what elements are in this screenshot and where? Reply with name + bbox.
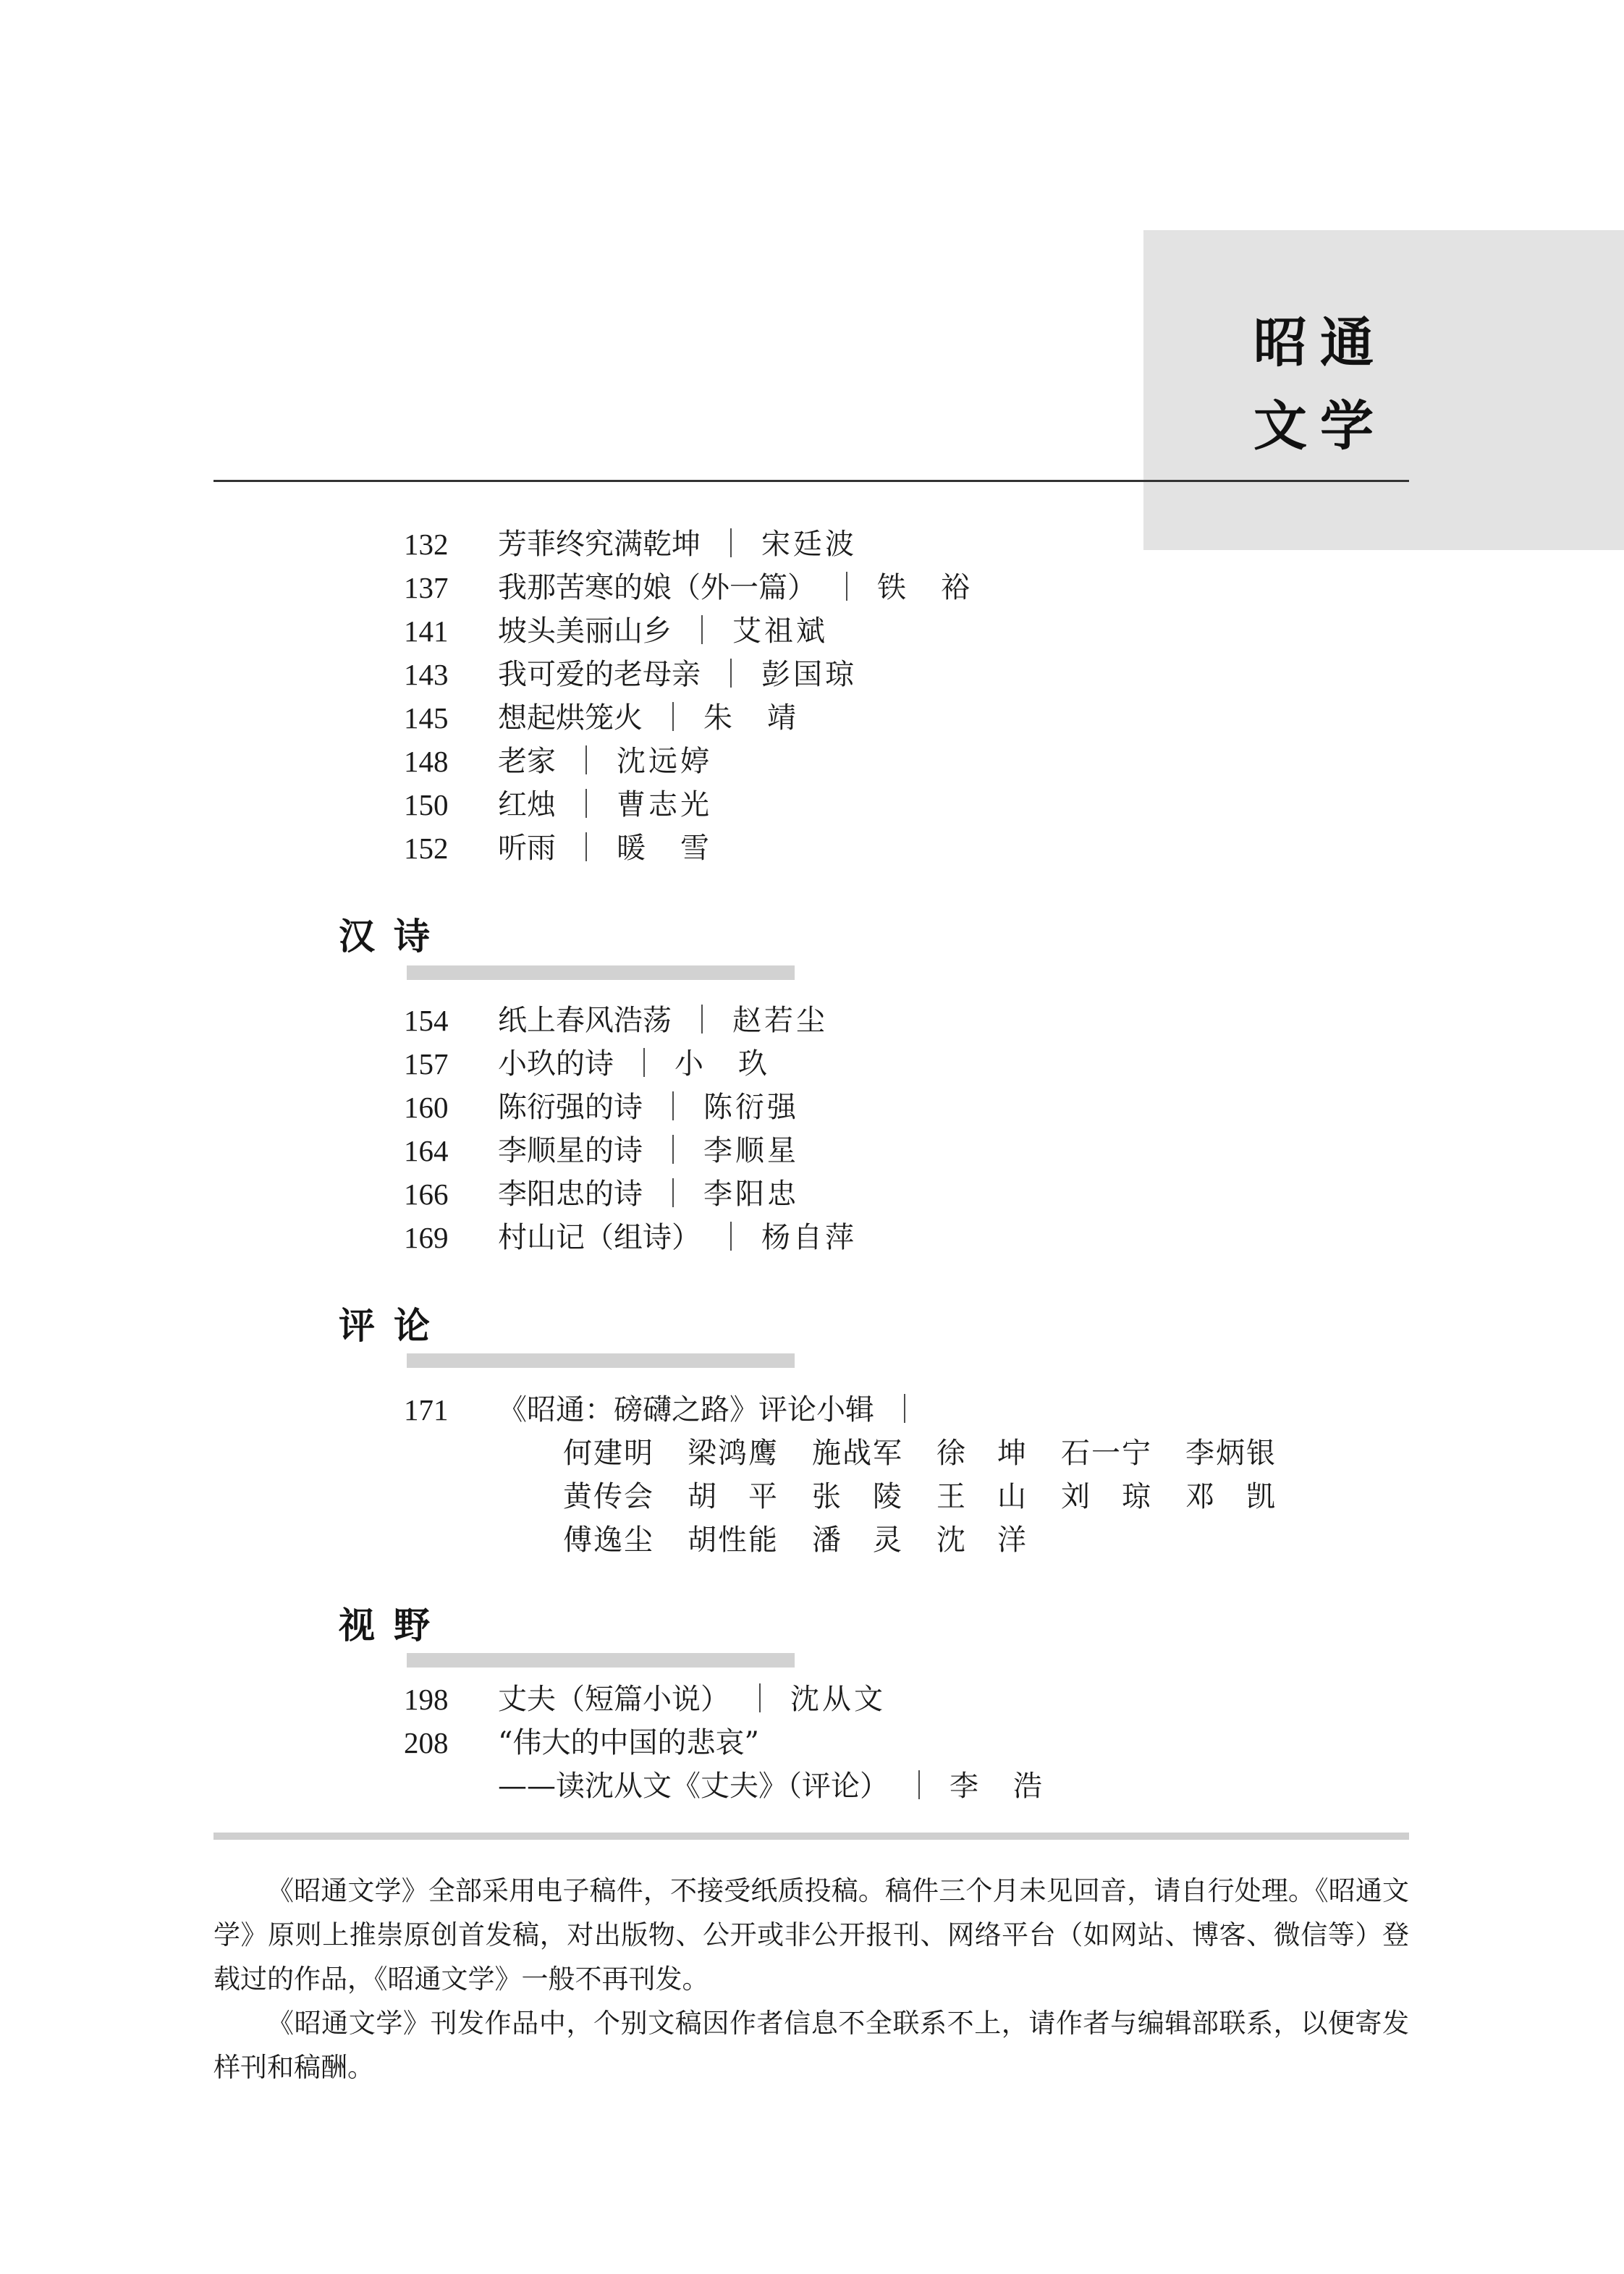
masthead-title-line-1: 昭通	[1253, 312, 1387, 374]
section-title-criticism: 评论	[339, 1304, 449, 1347]
page-number: 160	[404, 1091, 449, 1124]
author-name: 王 山	[936, 1480, 1028, 1513]
author-name: 张 陵	[812, 1480, 903, 1513]
page-number: 143	[404, 658, 449, 691]
author-names-row	[563, 1475, 1310, 1518]
entry-author: 宋廷波	[761, 528, 857, 561]
page-number: 208	[404, 1726, 449, 1759]
author-name: 潘 灵	[812, 1523, 903, 1557]
entry-author: 赵若尘	[732, 1004, 828, 1037]
separator: ｜	[832, 571, 861, 604]
entry-author: 铁 裕	[877, 571, 973, 604]
entry-title: 村山记（组诗）	[498, 1221, 701, 1254]
entry-author: 彭国琼	[761, 658, 857, 691]
author-name: 黄传会	[563, 1480, 654, 1513]
separator: ｜	[572, 832, 601, 865]
entry-title: 丈夫（短篇小说）	[498, 1683, 729, 1716]
separator: ｜	[890, 1393, 919, 1426]
entry-author: 杨自萍	[761, 1221, 857, 1254]
entry-title: 红烛	[498, 788, 556, 821]
page-number: 152	[404, 832, 449, 865]
page-number: 145	[404, 701, 449, 735]
entry-title: 李顺星的诗	[498, 1134, 643, 1167]
separator: ｜	[572, 745, 601, 778]
section-title-poetry: 汉诗	[339, 915, 449, 958]
entry-author: 朱 靖	[703, 701, 799, 735]
entry-author: 暖 雪	[617, 832, 712, 865]
entry-author: 艾祖斌	[732, 614, 828, 648]
author-names-row	[563, 1432, 1310, 1475]
entry-title: 陈衍强的诗	[498, 1091, 643, 1124]
entry-title: 纸上春风浩荡	[498, 1004, 672, 1037]
entry-author: 曹志光	[617, 788, 712, 821]
separator: ｜	[659, 701, 688, 735]
separator: ｜	[659, 1134, 688, 1167]
separator: ｜	[688, 1004, 716, 1037]
submission-notice	[213, 1869, 1409, 2089]
author-name: 梁鸿鹰	[688, 1437, 779, 1470]
entry-title: “伟大的中国的悲哀”	[498, 1726, 759, 1759]
separator: ｜	[659, 1178, 688, 1211]
entry-title: 老家	[498, 745, 556, 778]
entry-subtitle: ——读沈从文《丈夫》（评论）	[498, 1770, 889, 1803]
page-number: 166	[404, 1178, 449, 1211]
author-name: 何建明	[563, 1437, 654, 1470]
author-name: 刘 琼	[1061, 1480, 1152, 1513]
author-name: 胡性能	[688, 1523, 779, 1557]
entry-title: 小玖的诗	[498, 1047, 614, 1081]
separator: ｜	[572, 788, 601, 821]
separator: ｜	[630, 1047, 659, 1081]
author-name: 徐 坤	[936, 1437, 1028, 1470]
separator: ｜	[659, 1091, 688, 1124]
entry-title: 李阳忠的诗	[498, 1178, 643, 1211]
page-number: 157	[404, 1047, 449, 1081]
entry-author: 小 玖	[674, 1047, 770, 1081]
notice-paragraph: 《昭通文学》刊发作品中，个别文稿因作者信息不全联系不上，请作者与编辑部联系，以便寄发样刊和稿酬。	[213, 2008, 1409, 2083]
entry-author: 李 浩	[950, 1770, 1045, 1803]
author-names-row	[563, 1518, 1061, 1562]
separator: ｜	[716, 658, 745, 691]
page-number: 137	[404, 571, 449, 604]
separator: ｜	[688, 614, 716, 648]
entry-author: 沈远婷	[617, 745, 712, 778]
entry-title: 听雨	[498, 832, 556, 865]
author-name: 胡 平	[688, 1480, 779, 1513]
author-name: 施战军	[812, 1437, 903, 1470]
separator: ｜	[716, 1221, 745, 1254]
author-name: 邓 凯	[1185, 1480, 1277, 1513]
section-bar	[407, 965, 795, 980]
section-bar	[407, 1353, 795, 1368]
author-name: 石一宁	[1061, 1437, 1152, 1470]
author-name: 沈 洋	[936, 1523, 1028, 1557]
section-title-vision: 视野	[339, 1604, 449, 1647]
page-number: 150	[404, 788, 449, 821]
entry-title: 芳菲终究满乾坤	[498, 528, 701, 561]
separator: ｜	[745, 1683, 774, 1716]
toc-entry-subtitle[interactable]	[498, 1764, 1045, 1808]
page-number: 148	[404, 745, 449, 778]
entry-title: 我可爱的老母亲	[498, 658, 701, 691]
masthead-title-line-2: 文学	[1253, 395, 1387, 457]
section-bar	[407, 1653, 795, 1668]
author-name: 李炳银	[1185, 1437, 1277, 1470]
entry-author: 沈从文	[790, 1683, 886, 1716]
page-number: 171	[404, 1393, 449, 1426]
entry-title: 想起烘笼火	[498, 701, 643, 735]
page-number: 132	[404, 528, 449, 561]
entry-author: 李阳忠	[703, 1178, 799, 1211]
separator: ｜	[905, 1770, 934, 1803]
top-divider	[213, 480, 1409, 482]
page-number: 154	[404, 1004, 449, 1037]
page-number: 198	[404, 1683, 449, 1716]
author-name: 傅逸尘	[563, 1523, 654, 1557]
notice-paragraph: 《昭通文学》全部采用电子稿件，不接受纸质投稿。稿件三个月未见回音，请自行处理。《昭通文学》原则上推崇原创首发稿，对出版物、公开或非公开报刊、网络平台（如网站、博客、微信等）登载过的作品，《昭通文学》一般不再刊发。	[213, 1875, 1409, 1995]
entry-author: 李顺星	[703, 1134, 799, 1167]
entry-title: 坡头美丽山乡	[498, 614, 672, 648]
entry-title: 《昭通：磅礴之路》评论小辑	[498, 1393, 874, 1426]
entry-author: 陈衍强	[703, 1091, 799, 1124]
page-number: 169	[404, 1221, 449, 1254]
entry-title: 我那苦寒的娘（外一篇）	[498, 571, 816, 604]
bottom-divider	[213, 1833, 1409, 1840]
page-number: 164	[404, 1134, 449, 1167]
separator: ｜	[716, 528, 745, 561]
page-number: 141	[404, 614, 449, 648]
